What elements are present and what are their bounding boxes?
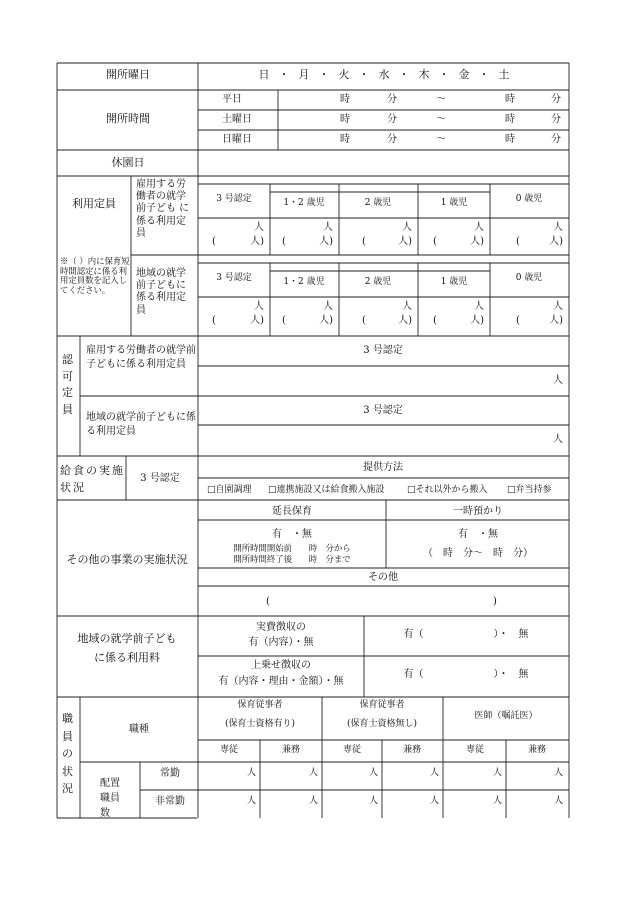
capacity-col-header: 0 歳児 [515, 273, 543, 283]
capacity-unit: 人 [254, 222, 264, 233]
staff-count-unit: 人 [308, 796, 318, 806]
hours-start-hour-unit: 時 [340, 114, 350, 125]
capacity-paren-open: ( [362, 315, 366, 326]
capacity-col-header: 1・2 歳児 [283, 277, 325, 287]
staff-full-time-header: 専従 [465, 745, 485, 755]
approved-employee-unit: 人 [553, 375, 563, 386]
extended-care-label: 延長保育 [272, 506, 312, 517]
hours-tilde: 〜 [436, 114, 446, 125]
staff-count-unit: 人 [308, 768, 318, 778]
approved-local-cat: 3 号認定 [363, 405, 403, 416]
capacity-unit: 人 [553, 222, 563, 233]
opening-day: 日 [258, 68, 270, 81]
meal-option: □連携施設又は給食搬入施設 [268, 485, 385, 495]
hours-start-hour-unit: 時 [340, 94, 350, 105]
opening-day-separator: ・ [478, 68, 490, 81]
capacity-col-header: 1・2 歳児 [283, 198, 325, 208]
approved-employee-cat: 3 号認定 [363, 345, 403, 356]
fees-extra-label: 上乗せ徴収の [251, 660, 311, 671]
meal-option: □弁当持参 [507, 485, 552, 495]
capacity-paren-close: 人) [470, 236, 484, 247]
fees-label: 地域の就学前子どもに係る利用料 [77, 632, 177, 664]
extended-care-yesno: 有 ・無 [272, 529, 312, 540]
staff-count-unit: 人 [368, 796, 378, 806]
staff-count-unit: 人 [492, 796, 502, 806]
approved-local-unit: 人 [553, 434, 563, 445]
staff-count-unit: 人 [246, 796, 256, 806]
capacity-paren-close: 人) [398, 236, 412, 247]
opening-day: 金 [458, 68, 470, 81]
hours-tilde: 〜 [436, 134, 446, 145]
staff-type-qualifier: (保育士資格無し) [346, 719, 418, 729]
capacity-paren-open: ( [212, 315, 216, 326]
capacity-paren-close: 人) [319, 236, 333, 247]
capacity-unit: 人 [402, 222, 412, 233]
capacity-group-employee-label: 雇用する労働者の就学前子ども に係る利用定員 [136, 179, 190, 239]
approved-label: 認可定員 [62, 353, 73, 416]
opening-day: 木 [418, 68, 430, 81]
approved-local-label: 地域の就学前子どもに係る利用定員 [86, 412, 196, 437]
capacity-paren-open: ( [282, 315, 286, 326]
capacity-paren-close: 人) [470, 315, 484, 326]
capacity-paren-open: ( [433, 315, 437, 326]
capacity-unit: 人 [474, 222, 484, 233]
capacity-paren-open: ( [282, 236, 286, 247]
fees-actual-sub: 有（内容）・無 [248, 637, 314, 648]
hours-end-hour-unit: 時 [505, 134, 515, 145]
meal-option: □それ以外から搬入 [407, 485, 488, 495]
opening-day-separator: ・ [398, 68, 410, 81]
fees-extra-value: 有（ ）・ 無 [403, 669, 529, 680]
capacity-label: 利用定員 [72, 197, 116, 210]
capacity-unit: 人 [323, 301, 333, 312]
capacity-col-header: 3 号認定 [216, 194, 252, 204]
staff-count-label: 配置職員数 [100, 778, 120, 819]
fees-actual-value: 有（ ）・ 無 [403, 629, 529, 640]
temporary-care-yesno: 有 ・無 [458, 529, 498, 540]
capacity-col-header: 3 号認定 [216, 273, 252, 283]
temporary-care-label: 一時預かり [453, 506, 503, 517]
opening-day: 月 [298, 68, 310, 81]
staff-count-unit: 人 [368, 768, 378, 778]
staff-dual-role-header: 兼務 [281, 745, 301, 755]
extended-care-end: 開所時間終了後 時 分まで [233, 554, 351, 564]
capacity-paren-open: ( [516, 236, 520, 247]
capacity-unit: 人 [474, 301, 484, 312]
approved-employee-label: 雇用する労働者の就学前子どもに係る利用定員 [86, 345, 196, 370]
hours-end-hour-unit: 時 [505, 114, 515, 125]
capacity-unit: 人 [553, 301, 563, 312]
capacity-paren-open: ( [516, 315, 520, 326]
capacity-paren-close: 人) [549, 236, 563, 247]
capacity-unit: 人 [323, 222, 333, 233]
opening-day-separator: ・ [438, 68, 450, 81]
capacity-paren-close: 人) [250, 236, 264, 247]
extended-care-start: 開所時間開始前 時 分から [233, 543, 351, 553]
other-services-label: その他の事業の実施状況 [66, 553, 188, 566]
staff-count-unit: 人 [553, 768, 563, 778]
staff-label: 職員の状況 [62, 712, 73, 796]
hours-end-hour-unit: 時 [505, 94, 515, 105]
opening-day-separator: ・ [358, 68, 370, 81]
other-label: その他 [368, 572, 398, 583]
hours-start-minute-unit: 分 [387, 134, 397, 145]
capacity-col-header: 1 歳児 [440, 198, 468, 208]
capacity-col-header: 2 歳児 [364, 277, 392, 287]
capacity-col-header: 1 歳児 [440, 277, 468, 287]
hours-day-label: 日曜日 [222, 134, 252, 145]
staff-count-unit: 人 [553, 796, 563, 806]
capacity-paren-open: ( [362, 236, 366, 247]
capacity-col-header: 0 歳児 [515, 194, 543, 204]
staff-count-unit: 人 [429, 796, 439, 806]
meal-label: 給食の実施状況 [60, 464, 125, 494]
capacity-paren-close: 人) [549, 315, 563, 326]
fees-actual-label: 実費徴収の [256, 622, 306, 633]
opening-day-separator: ・ [318, 68, 330, 81]
capacity-paren-close: 人) [319, 315, 333, 326]
capacity-paren-close: 人) [398, 315, 412, 326]
hours-end-minute-unit: 分 [551, 94, 561, 105]
opening-day: 土 [498, 68, 510, 81]
opening-hours-label: 開所時間 [106, 112, 150, 125]
staff-type-label: 保育従事者 [359, 700, 405, 710]
other-open-paren: ( [266, 596, 270, 607]
hours-start-hour-unit: 時 [340, 134, 350, 145]
staff-count-unit: 人 [492, 768, 502, 778]
hours-start-minute-unit: 分 [387, 94, 397, 105]
capacity-note: ※（ ）内に保育短時間認定に係る利用定員数を記入してください。 [60, 256, 130, 295]
meal-method-label: 提供方法 [363, 462, 403, 473]
other-close-paren: ) [493, 596, 497, 607]
staff-full-time-header: 専従 [219, 745, 239, 755]
meal-cat: 3 号認定 [140, 473, 180, 484]
staff-dual-role-header: 兼務 [402, 745, 422, 755]
temporary-care-time: （ 時 分〜 時 分） [423, 548, 533, 559]
staff-employment-row-label: 常勤 [160, 768, 180, 779]
staff-count-unit: 人 [429, 768, 439, 778]
opening-day: 火 [338, 68, 350, 81]
hours-start-minute-unit: 分 [387, 114, 397, 125]
opening-day: 水 [378, 68, 390, 81]
meal-option: □自園調理 [207, 485, 252, 495]
hours-end-minute-unit: 分 [551, 134, 561, 145]
capacity-paren-close: 人) [250, 315, 264, 326]
capacity-unit: 人 [254, 301, 264, 312]
fees-extra-sub: 有（内容・理由・金額）・無 [218, 676, 344, 687]
capacity-paren-open: ( [212, 236, 216, 247]
opening-day-separator: ・ [278, 68, 290, 81]
hours-tilde: 〜 [436, 94, 446, 105]
staff-type-qualifier: (保育士資格有り) [224, 719, 296, 729]
capacity-paren-open: ( [433, 236, 437, 247]
staff-type-label: 職種 [129, 724, 149, 735]
holidays-label: 休園日 [111, 156, 145, 169]
staff-count-unit: 人 [246, 768, 256, 778]
hours-day-label: 平日 [222, 94, 242, 105]
staff-type-label: 保育従事者 [237, 700, 283, 710]
capacity-unit: 人 [402, 301, 412, 312]
staff-dual-role-header: 兼務 [527, 745, 547, 755]
staff-full-time-header: 専従 [342, 745, 362, 755]
staff-type-label: 医師（嘱託医） [474, 711, 538, 721]
opening-days-label: 開所曜日 [106, 68, 150, 81]
capacity-group-local-label: 地域の就学前子どもに係る利用定員 [136, 268, 186, 316]
capacity-col-header: 2 歳児 [364, 198, 392, 208]
hours-day-label: 土曜日 [222, 114, 252, 125]
staff-employment-row-label: 非常勤 [155, 796, 185, 807]
hours-end-minute-unit: 分 [551, 114, 561, 125]
